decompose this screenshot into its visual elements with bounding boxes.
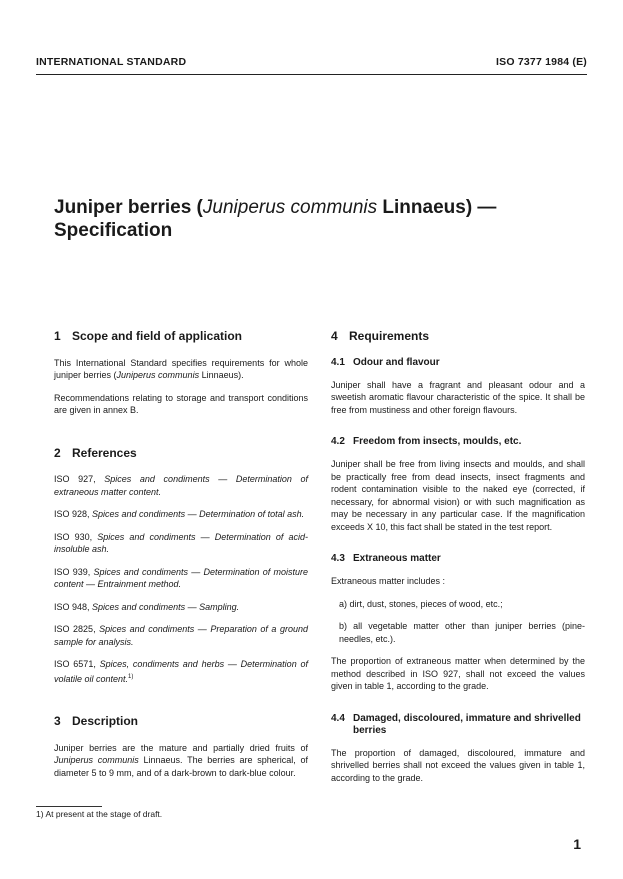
header-rule xyxy=(36,74,587,75)
document-title xyxy=(54,196,574,242)
list-item: a) dirt, dust, stones, pieces of wood, etc.; xyxy=(339,598,503,609)
footnote-rule xyxy=(36,806,102,807)
reference-item: ISO 930, Spices and condiments — Determination of acid-insoluble ash. xyxy=(54,531,308,554)
section-4-4-paragraph: The proportion of damaged, discoloured, immature and shrivelled berries shall not exceed the values given in table 1, according to the grade. xyxy=(331,747,585,783)
list-item: b) all vegetable matter other than juniper berries (pine-needles, etc.). xyxy=(339,621,585,644)
reference-item: ISO 928, Spices and condiments — Determination of total ash. xyxy=(54,509,305,519)
footnote: 1) At present at the stage of draft. xyxy=(36,809,163,819)
section-4-2-heading: 4.2 Freedom from insects, moulds, etc. xyxy=(331,436,522,447)
right-column xyxy=(331,330,585,794)
left-column xyxy=(54,330,308,789)
footnote-marker: 1) xyxy=(128,673,134,680)
section-3-heading: 3 Description xyxy=(54,714,139,728)
section-4-1-paragraph: Juniper shall have a fragrant and pleasant odour and a sweetish aromatic flavour characteristic of the spice. It shall be free from mustiness and other foreign flavours. xyxy=(331,379,585,415)
title-italic: Juniperus communis xyxy=(202,197,378,218)
section-4-heading: 4 Requirements xyxy=(331,329,430,343)
section-4-1-heading: 4.1 Odour and flavour xyxy=(331,356,440,368)
section-1-heading: 1 Scope and field of application xyxy=(54,329,243,343)
section-4-4-heading: 4.4 Damaged, discoloured, immature and shrivelled berries xyxy=(331,712,581,736)
section-1-paragraph-2: Recommendations relating to storage and transport conditions are given in annex B. xyxy=(54,392,308,415)
section-4-3-heading: 4.3 Extraneous matter xyxy=(331,553,441,564)
section-4-3-intro: Extraneous matter includes : xyxy=(331,576,446,586)
reference-item: ISO 6571, Spices, condiments and herbs — Determination of volatile oil content.$^{1)}$ xyxy=(54,659,308,684)
section-4-3-paragraph: The proportion of extraneous matter when determined by the method described in ISO 927, shall not exceed the values given in table 1, according to the grade. xyxy=(331,656,585,691)
reference-item: ISO 2825, Spices and condiments — Preparation of a ground sample for analysis. xyxy=(54,624,308,647)
reference-item: ISO 948, Spices and condiments — Sampling. xyxy=(54,601,240,612)
header-document-number: ISO 7377 1984 (E) xyxy=(496,56,587,68)
reference-item: ISO 927, Spices and condiments — Determination of extraneous matter content. xyxy=(54,474,308,497)
title-line2: Specification xyxy=(54,220,173,241)
title-part1: Juniper berries ( xyxy=(54,197,203,218)
title-part2: Linnaeus) — xyxy=(377,197,497,218)
section-3-paragraph: Juniper berries are the mature and partially dried fruits of Juniperus communis Linnaeus. The berries are spherical, of diameter 5 to 9 mm, and of a dark-brown to dark-blue colour. xyxy=(54,742,308,778)
reference-item: ISO 939, Spices and condiments — Determination of moisture content — Entrainment method. xyxy=(54,566,308,589)
section-1-paragraph-1: This International Standard specifies requirements for whole juniper berries (Juniperus communis Linnaeus). xyxy=(54,357,308,380)
section-2-heading: 2 References xyxy=(54,445,137,460)
section-4-2-paragraph: Juniper shall be free from living insects and moulds, and shall be practically free from dead insects, insect fragments and rodent contamination visible to the naked eye (corrected, if necessary, for abnormal vision) or with such magnification as may be necessary in any particular case. If the magnification exceeds X 10, this fact shall be stated in the test report. xyxy=(331,459,585,532)
page-number: 1 xyxy=(573,836,581,852)
header-standard-label: INTERNATIONAL STANDARD xyxy=(36,56,187,68)
